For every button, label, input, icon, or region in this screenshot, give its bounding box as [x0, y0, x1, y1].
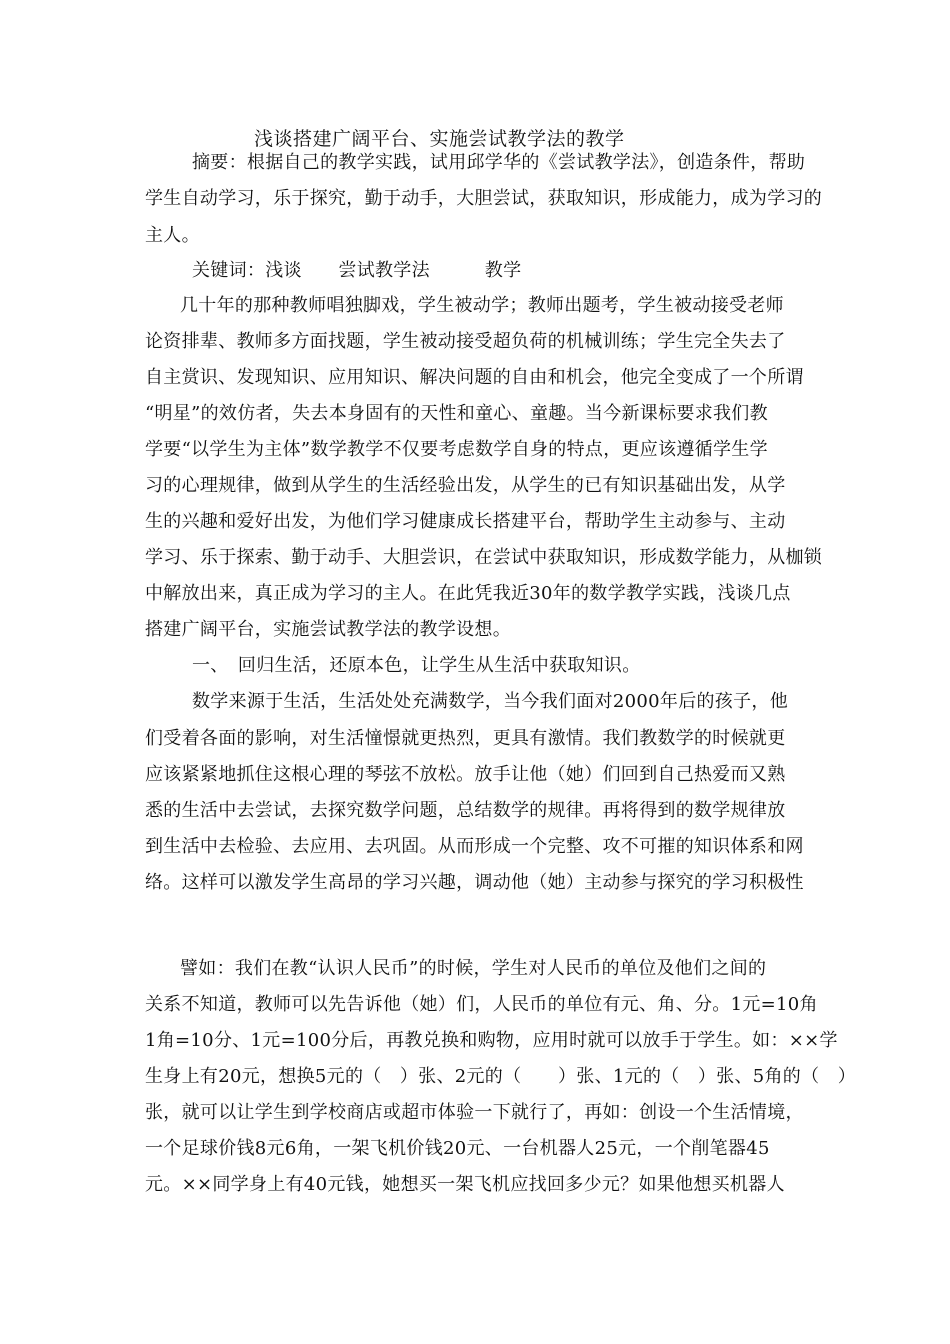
document-title: 浅谈搭建广阔平台、实施尝试教学法的教学	[254, 128, 625, 150]
example-line-7: 元。××同学身上有40元钱，她想买一架飞机应找回多少元？如果他想买机器人	[145, 1174, 785, 1195]
abstract-line-3: 主人。	[145, 225, 200, 246]
section-1-line-4: 悉的生活中去尝试，去探究数学问题，总结数学的规律。再将得到的数学规律放	[145, 800, 786, 821]
section-1-line-6: 络。这样可以激发学生高昂的学习兴趣，调动他（她）主动参与探究的学习积极性	[145, 872, 804, 893]
abstract-line-1: 摘要：根据自己的教学实践，试用邱学华的《尝试教学法》，创造条件，帮助	[192, 152, 806, 173]
section-1-line-3: 应该紧紧地抓住这根心理的琴弦不放松。放手让他（她）们回到自己热爱而又熟	[145, 764, 786, 785]
section-1-heading: 一、 回归生活，还原本色，让学生从生活中获取知识。	[192, 655, 641, 676]
keywords-line: 关键词：浅谈 尝试教学法 教学	[192, 260, 522, 281]
example-line-3: 1角=10分、1元=100分后，再教兑换和购物，应用时就可以放手于学生。如：××学	[145, 1030, 838, 1051]
intro-line-6: 习的心理规律，做到从学生的生活经验出发，从学生的已有知识基础出发，从学	[145, 475, 786, 496]
example-line-6: 一个足球价钱8元6角，一架飞机价钱20元、一台机器人25元，一个削笔器45	[145, 1138, 770, 1159]
intro-line-8: 学习、乐于探索、勤于动手、大胆尝识，在尝试中获取知识，形成数学能力，从枷锁	[145, 547, 823, 568]
intro-line-1: 几十年的那种教师唱独脚戏，学生被动学；教师出题考，学生被动接受老师	[180, 295, 784, 316]
section-1-line-2: 们受着各面的影响，对生活憧憬就更热烈，更具有激情。我们教数学的时候就更	[145, 728, 786, 749]
intro-line-10: 搭建广阔平台，实施尝试教学法的教学设想。	[145, 619, 511, 640]
section-1-line-5: 到生活中去检验、去应用、去巩固。从而形成一个完整、攻不可摧的知识体系和网	[145, 836, 804, 857]
intro-line-3: 自主赏识、发现知识、应用知识、解决问题的自由和机会，他完全变成了一个所谓	[145, 367, 804, 388]
example-line-2: 关系不知道，教师可以先告诉他（她）们，人民币的单位有元、角、分。1元=10角	[145, 994, 818, 1015]
example-line-4: 生身上有20元，想换5元的（ ）张、2元的（ ）张、1元的（ ）张、5角的（ ）	[145, 1066, 857, 1087]
intro-line-2: 论资排辈、教师多方面找题，学生被动接受超负荷的机械训练；学生完全失去了	[145, 331, 786, 352]
intro-line-5: 学要“以学生为主体”数学教学不仅要考虑数学自身的特点，更应该遵循学生学	[145, 439, 768, 460]
example-line-1: 譬如：我们在教“认识人民币”的时候，学生对人民币的单位及他们之间的	[180, 958, 767, 979]
abstract-line-2: 学生自动学习，乐于探究，勤于动手，大胆尝试，获取知识，形成能力，成为学习的	[145, 188, 823, 209]
example-line-5: 张，就可以让学生到学校商店或超市体验一下就行了，再如：创设一个生活情境，	[145, 1102, 804, 1123]
section-1-line-1: 数学来源于生活，生活处处充满数学，当今我们面对2000年后的孩子，他	[192, 691, 789, 712]
intro-line-7: 生的兴趣和爱好出发，为他们学习健康成长搭建平台，帮助学生主动参与、主动	[145, 511, 786, 532]
intro-line-9: 中解放出来，真正成为学习的主人。在此凭我近30年的数学教学实践，浅谈几点	[145, 583, 791, 604]
intro-line-4: “明星”的效仿者，失去本身固有的天性和童心、童趣。当今新课标要求我们教	[145, 403, 768, 424]
